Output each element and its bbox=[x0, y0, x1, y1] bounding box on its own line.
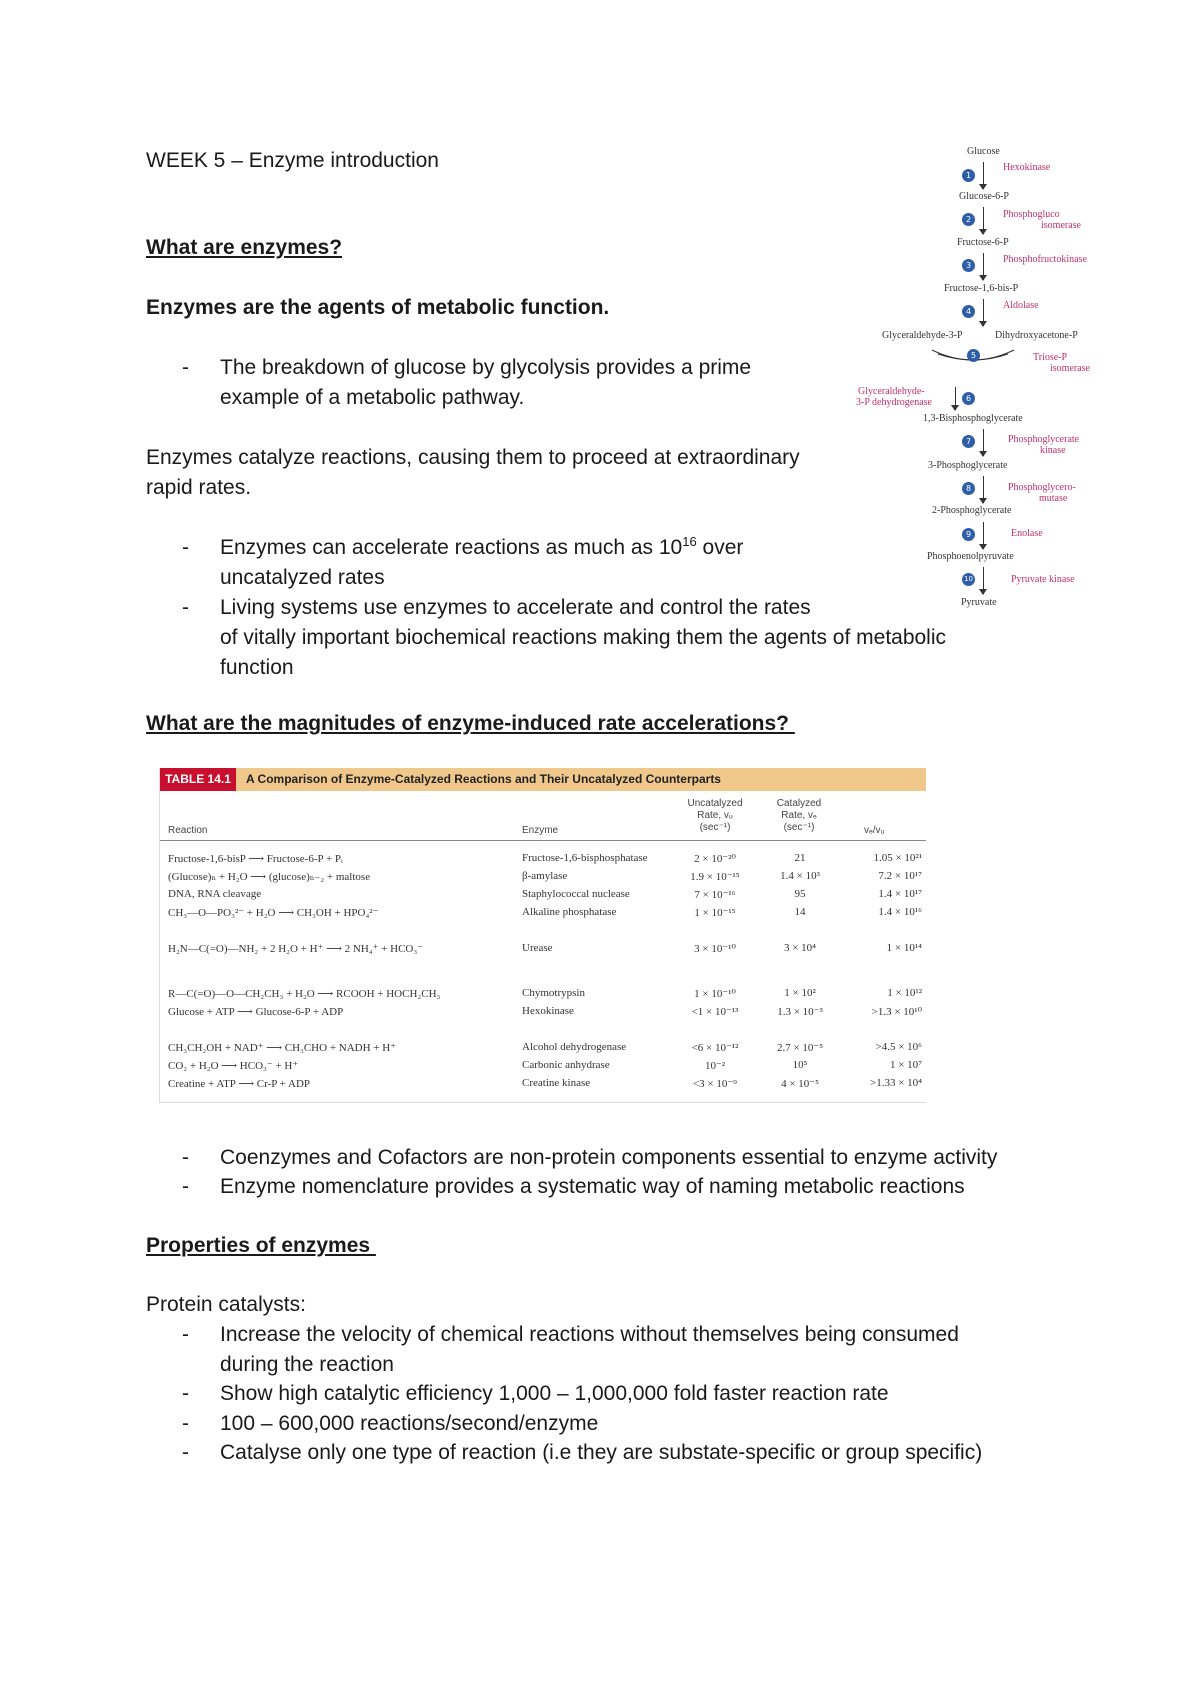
bullet-line bbox=[220, 533, 743, 563]
column-header-enzyme: Enzyme bbox=[522, 825, 559, 836]
table-cell-ratio: >1.33 × 10⁴ bbox=[870, 1077, 922, 1089]
heading-magnitudes: What are the magnitudes of enzyme-induced rate accelerations? bbox=[146, 712, 795, 735]
arrow-icon bbox=[983, 299, 984, 326]
table-title-bar bbox=[160, 768, 926, 791]
table-cell-uncat: 1 × 10⁻¹⁰ bbox=[694, 988, 736, 1000]
enzyme-line: Phosphoglycerate bbox=[1008, 434, 1080, 445]
enzyme-triose-p-isomerase bbox=[1033, 352, 1090, 374]
table-cell-ratio: 1.05 × 10²¹ bbox=[873, 852, 922, 864]
table-cell-reaction: Creatine + ATP ⟶ Cr-P + ADP bbox=[168, 1078, 311, 1090]
table-cell-ratio: 1.4 × 10¹⁷ bbox=[878, 888, 922, 900]
table-cell-uncat: 3 × 10⁻¹⁰ bbox=[694, 943, 736, 955]
bullet-line: function bbox=[220, 656, 294, 679]
step-badge: 8 bbox=[962, 482, 975, 495]
bullet-dash: - bbox=[182, 1412, 189, 1435]
metabolite-13-bisphosphoglycerate: 1,3-Bisphosphoglycerate bbox=[923, 413, 1023, 424]
enzyme-enolase: Enolase bbox=[1011, 528, 1043, 539]
arrow-icon bbox=[983, 522, 984, 549]
arrow-icon bbox=[983, 207, 984, 234]
table-cell-cat: 1.4 × 10³ bbox=[780, 870, 820, 882]
step-badge: 5 bbox=[967, 349, 980, 362]
metabolite-glucose: Glucose bbox=[967, 146, 1000, 157]
bullet-text-pre: Enzymes can accelerate reactions as much as 10 bbox=[220, 536, 683, 559]
table-cell-reaction: Fructose-1,6-bisP ⟶ Fructose-6-P + Pᵢ bbox=[168, 853, 343, 865]
table-cell-uncat: 2 × 10⁻²⁰ bbox=[694, 853, 736, 865]
table-cell-enzyme: Alkaline phosphatase bbox=[522, 906, 617, 918]
bullet-text-post: over bbox=[696, 536, 744, 559]
metabolite-pyruvate: Pyruvate bbox=[961, 597, 997, 608]
enzyme-phosphofructokinase: Phosphofructokinase bbox=[1003, 254, 1087, 265]
enzyme-line: Phosphogluco bbox=[1003, 209, 1060, 220]
metabolite-2-phosphoglycerate: 2-Phosphoglycerate bbox=[932, 505, 1012, 516]
list-item bbox=[182, 1438, 1082, 1468]
lead-statement: Enzymes are the agents of metabolic function. bbox=[146, 296, 610, 319]
table-cell-cat: 3 × 10⁴ bbox=[783, 942, 817, 954]
header-rule bbox=[160, 840, 926, 841]
table-cell-enzyme: Chymotrypsin bbox=[522, 987, 585, 999]
step-badge: 4 bbox=[962, 305, 975, 318]
bullet-text: Coenzymes and Cofactors are non-protein components essential to enzyme activity bbox=[220, 1146, 998, 1169]
table-cell-cat: 1 × 10² bbox=[784, 987, 816, 999]
table-cell-ratio: 1 × 10¹⁴ bbox=[886, 942, 922, 954]
arrow-icon bbox=[983, 476, 984, 503]
table-cell-cat: 21 bbox=[794, 852, 806, 864]
step-badge: 1 bbox=[962, 169, 975, 182]
table-cell-enzyme: Hexokinase bbox=[522, 1005, 574, 1017]
bullet-line: example of a metabolic pathway. bbox=[220, 386, 525, 409]
heading-what-are-enzymes: What are enzymes? bbox=[146, 236, 343, 259]
table-cell-uncat: 1 × 10⁻¹⁵ bbox=[694, 907, 736, 919]
table-cell-enzyme: Carbonic anhydrase bbox=[522, 1059, 610, 1071]
list-item bbox=[182, 1379, 1082, 1409]
step-badge: 6 bbox=[962, 392, 975, 405]
paragraph-line: rapid rates. bbox=[146, 476, 252, 499]
table-cell-ratio: >4.5 × 10⁶ bbox=[875, 1041, 922, 1053]
list-item bbox=[182, 1409, 1082, 1439]
step-badge: 10 bbox=[962, 573, 975, 586]
bullet-line: Increase the velocity of chemical reactions without themselves being consumed bbox=[220, 1323, 959, 1346]
header-line: (sec⁻¹) bbox=[699, 822, 731, 833]
table-cell-cat: 1.3 × 10⁻³ bbox=[777, 1006, 823, 1018]
bullet-text bbox=[220, 353, 751, 413]
column-header-reaction: Reaction bbox=[168, 825, 208, 836]
metabolite-dihydroxyacetone-p: Dihydroxyacetone-P bbox=[995, 330, 1078, 341]
table-cell-uncat: <6 × 10⁻¹² bbox=[691, 1042, 739, 1054]
enzyme-hexokinase: Hexokinase bbox=[1003, 162, 1051, 173]
column-header-ratio: vₑ/vᵤ bbox=[864, 825, 885, 836]
arrow-icon bbox=[983, 567, 984, 594]
table-cell-uncat: <1 × 10⁻¹³ bbox=[691, 1006, 739, 1018]
rate-comparison-table bbox=[159, 768, 926, 1103]
table-cell-enzyme: Creatine kinase bbox=[522, 1077, 591, 1089]
header-line: Rate, vₑ bbox=[781, 810, 817, 821]
header-line: Catalyzed bbox=[776, 798, 822, 809]
table-cell-enzyme: Urease bbox=[522, 942, 553, 954]
list-item bbox=[182, 1172, 1082, 1202]
step-badge: 9 bbox=[962, 528, 975, 541]
bullet-line: during the reaction bbox=[220, 1353, 394, 1376]
enzyme-pyruvate-kinase: Pyruvate kinase bbox=[1011, 574, 1075, 585]
exponent: 16 bbox=[682, 534, 697, 549]
table-cell-reaction: DNA, RNA cleavage bbox=[168, 888, 262, 900]
list-item bbox=[182, 593, 1042, 683]
table-cell-reaction: CH₃—O—PO₃²⁻ + H₂O ⟶ CH₃OH + HPO₄²⁻ bbox=[168, 907, 379, 919]
metabolite-3-phosphoglycerate: 3-Phosphoglycerate bbox=[928, 460, 1008, 471]
list-item bbox=[182, 353, 802, 413]
enzyme-line: 3-P dehydrogenase bbox=[856, 397, 932, 408]
enzyme-line: mutase bbox=[1039, 493, 1068, 504]
list-item bbox=[182, 1143, 1082, 1173]
bullet-dash: - bbox=[182, 1175, 189, 1198]
list-item bbox=[182, 1320, 1082, 1380]
metabolite-fructose-6p: Fructose-6-P bbox=[957, 237, 1009, 248]
table-cell-reaction: (Glucose)ₙ + H₂O ⟶ (glucose)ₙ₋₂ + maltose bbox=[168, 871, 371, 883]
paragraph bbox=[146, 443, 800, 503]
table-cell-cat: 4 × 10⁻⁵ bbox=[781, 1078, 819, 1090]
metabolite-glyceraldehyde-3p: Glyceraldehyde-3-P bbox=[882, 330, 963, 341]
enzyme-phosphoglycerate-kinase bbox=[1008, 434, 1079, 456]
step-badge: 7 bbox=[962, 435, 975, 448]
arrow-icon bbox=[983, 162, 984, 189]
bullet-text: Show high catalytic efficiency 1,000 – 1,000,000 fold faster reaction rate bbox=[220, 1382, 889, 1405]
table-cell-cat: 14 bbox=[794, 906, 806, 918]
subheading-protein-catalysts: Protein catalysts: bbox=[146, 1293, 306, 1316]
table-cell-ratio: 1 × 10⁷ bbox=[889, 1059, 922, 1071]
table-caption: A Comparison of Enzyme-Catalyzed Reactions and Their Uncatalyzed Counterparts bbox=[246, 772, 721, 786]
metabolite-phosphoenolpyruvate: Phosphoenolpyruvate bbox=[927, 551, 1014, 562]
arrow-icon bbox=[983, 253, 984, 280]
table-cell-enzyme: β-amylase bbox=[522, 870, 568, 882]
enzyme-phosphoglucoisomerase bbox=[1003, 209, 1081, 231]
bullet-line: uncatalyzed rates bbox=[220, 566, 385, 589]
bullet-dash: - bbox=[182, 1441, 189, 1464]
bullet-line: Living systems use enzymes to accelerate and control the rates bbox=[220, 596, 811, 619]
step-badge: 3 bbox=[962, 259, 975, 272]
header-line: (sec⁻¹) bbox=[783, 822, 815, 833]
page-title: WEEK 5 – Enzyme introduction bbox=[146, 149, 439, 172]
metabolite-glucose-6p: Glucose-6-P bbox=[959, 191, 1009, 202]
table-cell-uncat: 7 × 10⁻¹⁶ bbox=[694, 889, 736, 901]
table-cell-uncat: 10⁻² bbox=[704, 1060, 726, 1072]
table-cell-ratio: 1.4 × 10¹⁶ bbox=[878, 906, 922, 918]
table-tag: TABLE 14.1 bbox=[160, 768, 236, 791]
table-cell-cat: 2.7 × 10⁻⁵ bbox=[776, 1042, 824, 1054]
table-cell-reaction: CO₂ + H₂O ⟶ HCO₃⁻ + H⁺ bbox=[168, 1060, 299, 1072]
enzyme-line: isomerase bbox=[1041, 220, 1081, 231]
table-cell-ratio: 1 × 10¹² bbox=[887, 987, 922, 999]
bullet-dash: - bbox=[182, 356, 189, 379]
table-cell-uncat: <3 × 10⁻⁹ bbox=[692, 1078, 738, 1090]
table-cell-uncat: 1.9 × 10⁻¹⁵ bbox=[690, 871, 740, 883]
list-item bbox=[182, 533, 802, 593]
table-cell-reaction: R—C(=O)—O—CH₂CH₃ + H₂O ⟶ RCOOH + HOCH₂CH₃ bbox=[168, 988, 441, 1000]
bullet-text bbox=[220, 593, 946, 683]
header-line: Rate, vᵤ bbox=[697, 810, 733, 821]
bullet-line: of vitally important biochemical reactions making them the agents of metabolic bbox=[220, 626, 947, 649]
metabolite-fructose-16-bisp: Fructose-1,6-bis-P bbox=[944, 283, 1019, 294]
enzyme-aldolase: Aldolase bbox=[1003, 300, 1039, 311]
bullet-dash: - bbox=[182, 1382, 189, 1405]
table-cell-enzyme: Staphylococcal nuclease bbox=[522, 888, 630, 900]
step-badge: 2 bbox=[962, 213, 975, 226]
enzyme-phosphoglyceromutase bbox=[1008, 482, 1076, 504]
bullet-text: Catalyse only one type of reaction (i.e they are substate-specific or group specific) bbox=[220, 1441, 983, 1464]
table-cell-enzyme: Alcohol dehydrogenase bbox=[522, 1041, 627, 1053]
bullet-dash: - bbox=[182, 1146, 189, 1169]
enzyme-line: kinase bbox=[1040, 445, 1066, 456]
table-cell-ratio: >1.3 × 10¹⁰ bbox=[871, 1006, 922, 1018]
enzyme-line: Phosphoglycero- bbox=[1008, 482, 1076, 493]
bullet-dash: - bbox=[182, 596, 189, 619]
bullet-text bbox=[220, 533, 743, 593]
table-cell-cat: 10⁵ bbox=[792, 1059, 808, 1071]
arrow-icon bbox=[955, 387, 956, 410]
table-cell-ratio: 7.2 × 10¹⁷ bbox=[878, 870, 922, 882]
bullet-text bbox=[220, 1320, 959, 1380]
enzyme-line: Glyceraldehyde- bbox=[858, 386, 925, 397]
table-cell-cat: 95 bbox=[794, 888, 806, 900]
enzyme-line: Triose-P bbox=[1033, 352, 1068, 363]
header-line: Uncatalyzed bbox=[687, 798, 743, 809]
table-cell-enzyme: Fructose-1,6-bisphosphatase bbox=[522, 852, 648, 864]
arrow-icon bbox=[983, 429, 984, 456]
column-header-uncatalyzed bbox=[680, 798, 750, 834]
bullet-text: Enzyme nomenclature provides a systematic way of naming metabolic reactions bbox=[220, 1175, 965, 1198]
bullet-text: 100 – 600,000 reactions/second/enzyme bbox=[220, 1412, 599, 1435]
heading-properties: Properties of enzymes bbox=[146, 1234, 376, 1257]
table-cell-reaction: CH₃CH₂OH + NAD⁺ ⟶ CH₃CHO + NADH + H⁺ bbox=[168, 1042, 397, 1054]
column-header-catalyzed bbox=[764, 798, 834, 834]
enzyme-gap-dehydrogenase bbox=[856, 386, 932, 408]
paragraph-line: Enzymes catalyze reactions, causing them to proceed at extraordinary bbox=[146, 446, 800, 469]
table-cell-reaction: H₂N—C(=O)—NH₂ + 2 H₂O + H⁺ ⟶ 2 NH₄⁺ + HCO₃⁻ bbox=[168, 943, 424, 955]
bullet-dash: - bbox=[182, 536, 189, 559]
table-cell-reaction: Glucose + ATP ⟶ Glucose-6-P + ADP bbox=[168, 1006, 344, 1018]
bullet-line: The breakdown of glucose by glycolysis provides a prime bbox=[220, 356, 752, 379]
enzyme-line: isomerase bbox=[1050, 363, 1090, 374]
bullet-dash: - bbox=[182, 1323, 189, 1346]
